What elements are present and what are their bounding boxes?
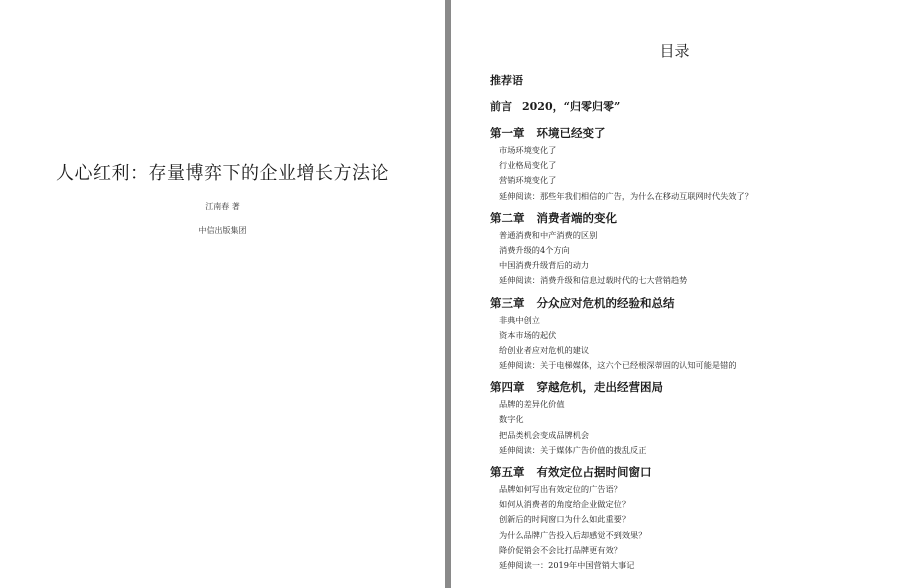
toc-item[interactable]: 延伸阅读：关于电梯媒体，这六个已经根深蒂固的认知可能是错的 <box>499 360 737 371</box>
chapter-items <box>490 143 890 204</box>
chapter-heading[interactable] <box>490 379 890 396</box>
chapter-items <box>490 228 890 289</box>
toc-page <box>451 0 898 588</box>
toc-item[interactable]: 行业格局变化了 <box>499 160 557 171</box>
chapter-heading[interactable] <box>490 464 890 481</box>
chapter-title: 穿越危机，走出经营困局 <box>536 380 663 395</box>
book-author: 江南春 著 <box>205 202 240 211</box>
toc-item[interactable]: 延伸阅读一：2019年中国营销大事记 <box>499 559 635 570</box>
chapter-title: 消费者端的变化 <box>536 210 617 225</box>
chapter-heading[interactable] <box>490 125 890 142</box>
toc-item[interactable]: 数字化 <box>499 414 524 425</box>
chapter-heading[interactable] <box>490 295 890 312</box>
toc-item[interactable]: 给创业者应对危机的建议 <box>499 344 590 355</box>
toc-chapter-1 <box>490 125 890 204</box>
title-page <box>0 0 445 588</box>
toc-heading: 目录 <box>659 42 690 60</box>
chapter-number: 第二章 <box>490 210 525 225</box>
chapter-items <box>490 482 890 573</box>
preface-year: 2020， <box>522 100 564 113</box>
toc-entry-recommendation[interactable]: 推荐语 <box>490 74 523 87</box>
book-publisher: 中信出版集团 <box>198 226 247 235</box>
toc-item[interactable]: 资本市场的起伏 <box>499 329 557 340</box>
toc-item[interactable]: 消费升级的4个方向 <box>499 244 570 255</box>
toc-item[interactable]: 为什么品牌广告投入后却感觉不到效果？ <box>499 529 647 540</box>
toc-chapter-2 <box>490 210 890 289</box>
chapter-number: 第五章 <box>490 465 525 479</box>
toc-item[interactable]: 品牌的差异化价值 <box>499 399 565 410</box>
toc-item[interactable]: 普通消费和中产消费的区别 <box>499 229 598 240</box>
chapter-number: 第一章 <box>490 126 525 140</box>
toc-chapter-5 <box>490 464 890 573</box>
chapter-title: 有效定位占据时间窗口 <box>536 465 652 479</box>
chapter-items <box>490 397 890 458</box>
chapter-items <box>490 313 890 374</box>
chapter-title: 分众应对危机的经验和总结 <box>536 295 675 310</box>
toc-chapter-4 <box>490 379 890 458</box>
toc-item[interactable]: 把品类机会变成品牌机会 <box>499 429 590 440</box>
toc-item[interactable]: 中国消费升级背后的动力 <box>499 260 590 271</box>
toc-item[interactable]: 延伸阅读：消费升级和信息过载时代的七大营销趋势 <box>499 275 688 286</box>
chapter-number: 第三章 <box>490 295 525 310</box>
chapter-heading[interactable] <box>490 210 890 227</box>
book-title: 人心红利：存量博弈下的企业增长方法论 <box>56 163 389 184</box>
toc-item[interactable]: 如何从消费者的角度给企业做定位？ <box>499 499 631 510</box>
toc-item[interactable]: 营销环境变化了 <box>499 175 557 186</box>
toc-item[interactable]: 延伸阅读：关于媒体广告价值的拨乱反正 <box>499 444 647 455</box>
toc-item[interactable]: 延伸阅读：那些年我们相信的广告，为什么在移动互联网时代失效了？ <box>499 190 753 201</box>
toc-body <box>490 73 890 579</box>
chapter-number: 第四章 <box>490 380 525 395</box>
chapter-title: 环境已经变了 <box>536 126 606 140</box>
preface-label: 前言 <box>490 100 512 113</box>
preface-title: “归零归零” <box>563 100 621 113</box>
toc-item[interactable]: 品牌如何写出有效定位的广告语？ <box>499 484 622 494</box>
toc-item[interactable]: 市场环境变化了 <box>499 145 557 155</box>
toc-item[interactable]: 创新后的时间窗口为什么如此重要？ <box>499 514 631 525</box>
toc-chapter-3 <box>490 295 890 374</box>
toc-item[interactable]: 降价促销会不会比打品牌更有效？ <box>499 544 622 555</box>
toc-item[interactable]: 非典中创立 <box>499 314 540 325</box>
toc-entry-preface[interactable] <box>490 99 890 115</box>
